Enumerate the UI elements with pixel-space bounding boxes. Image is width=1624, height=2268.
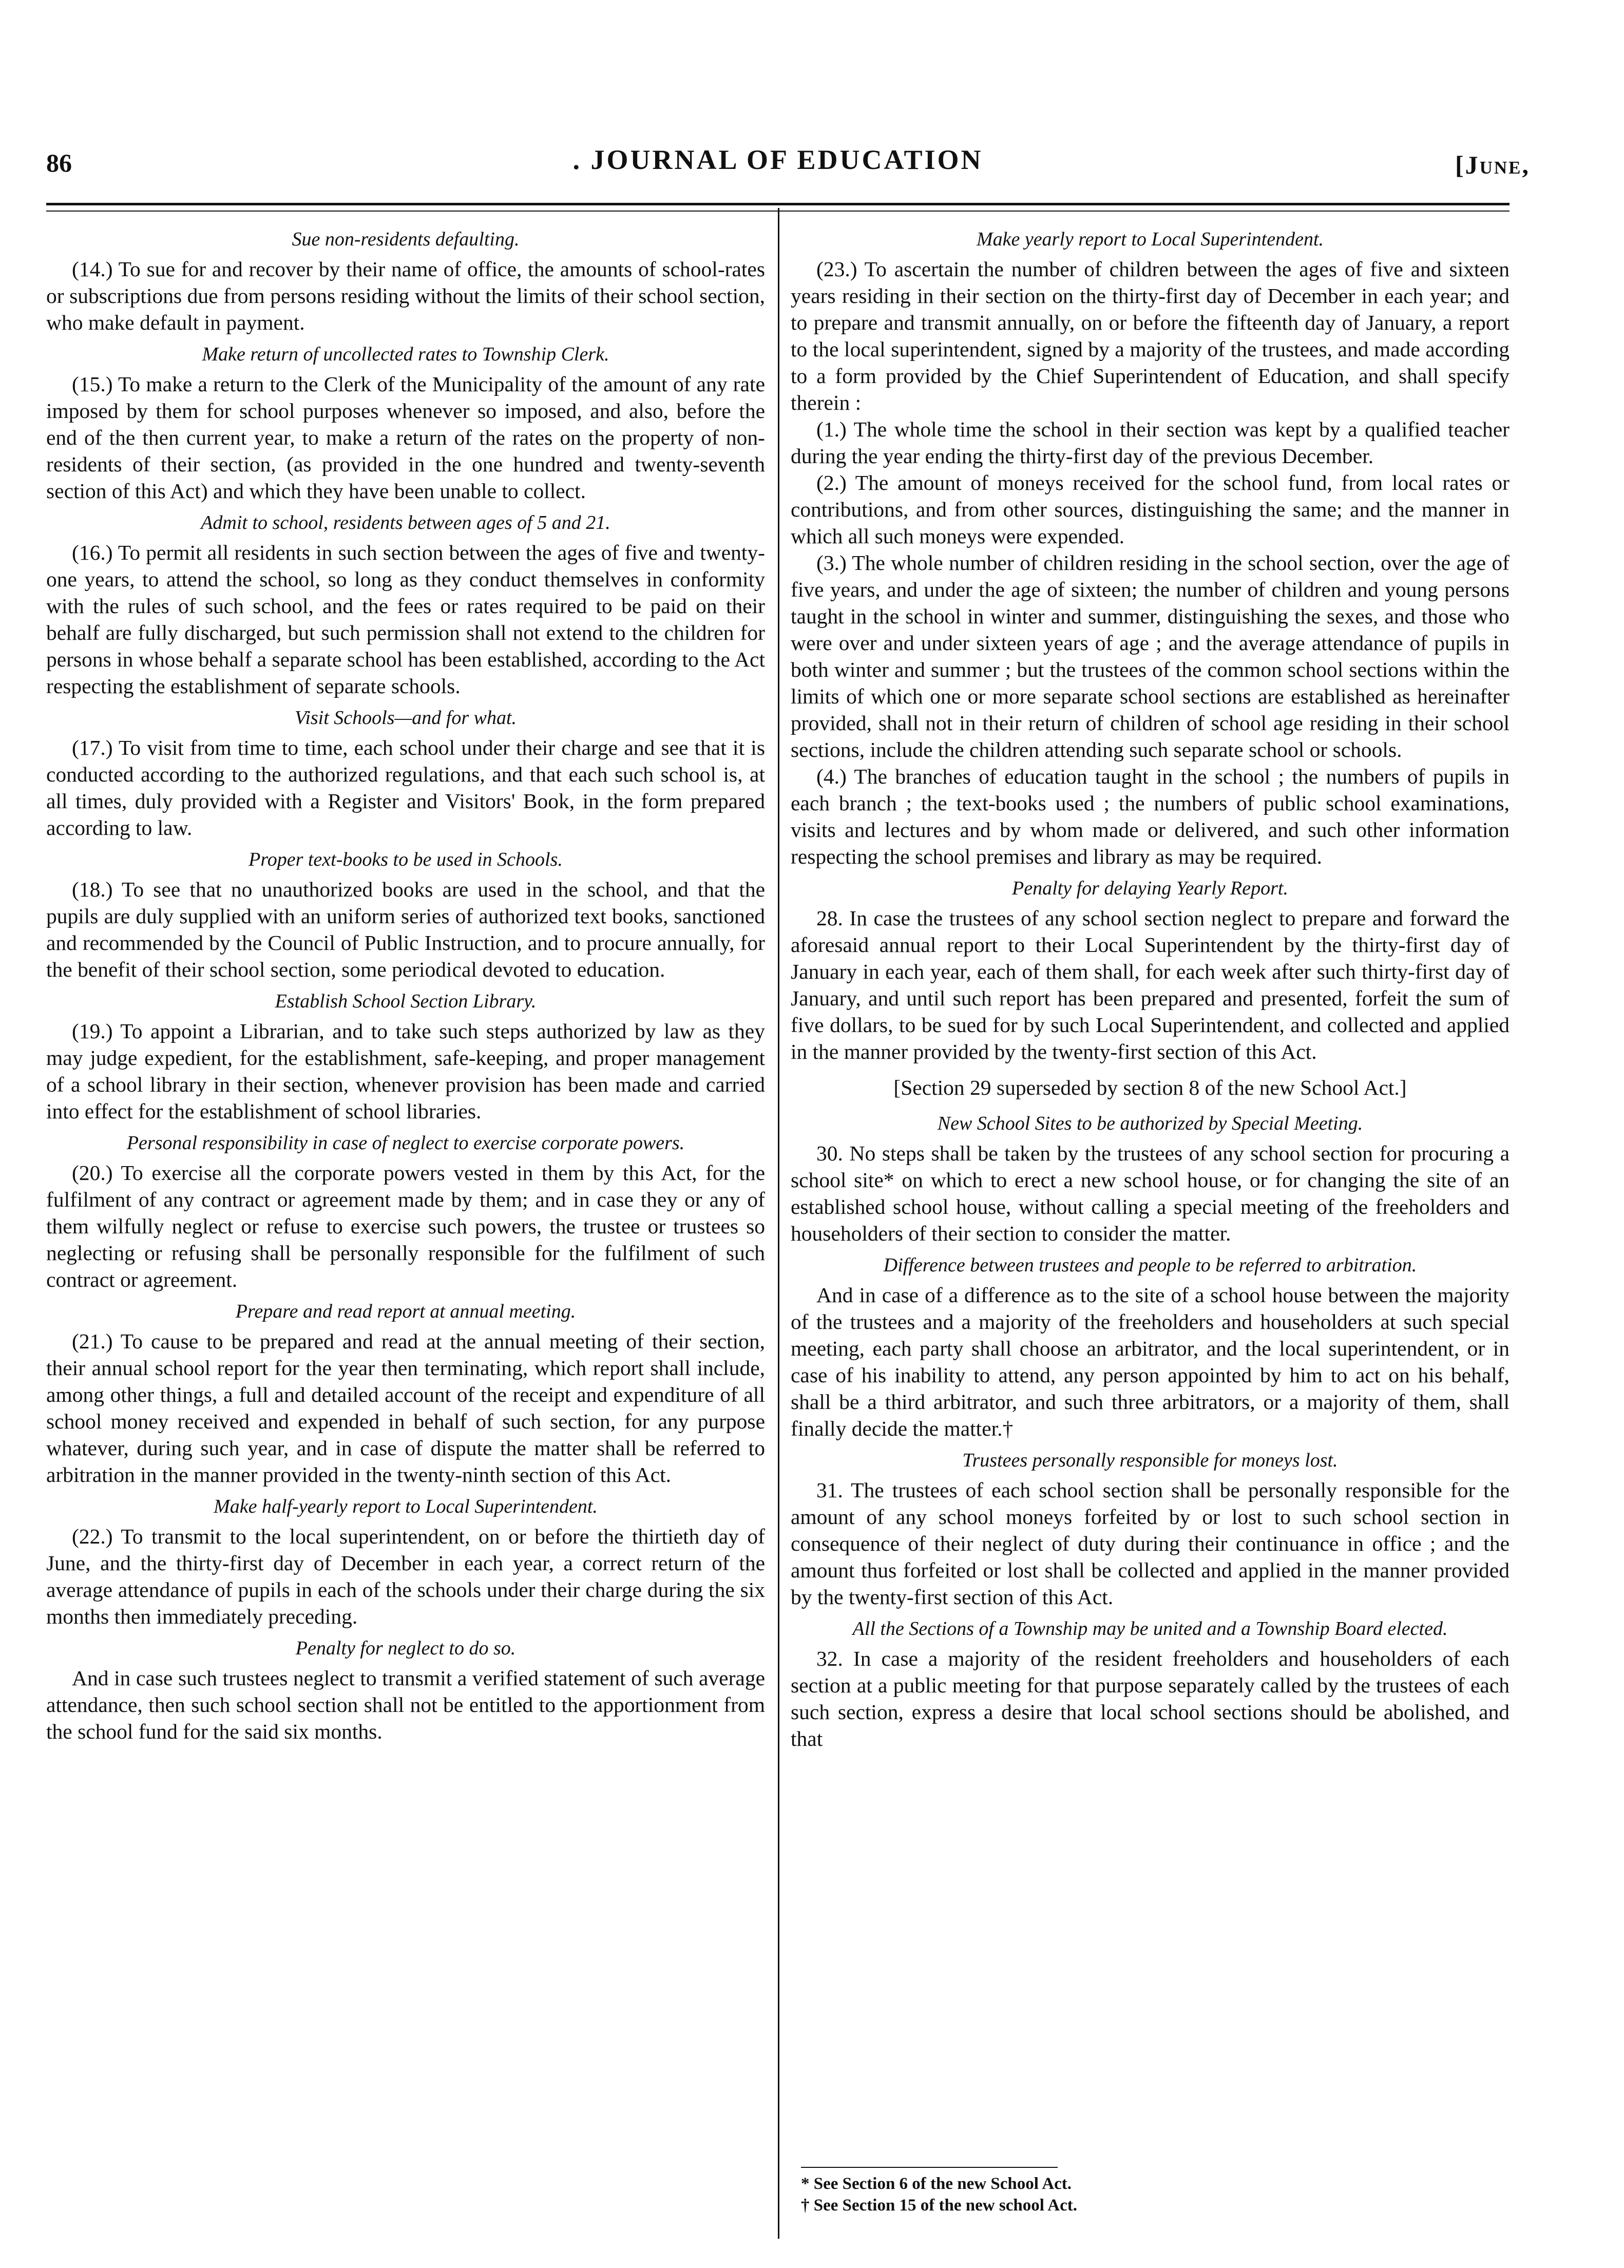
section-paragraph: 32. In case a majority of the resident freeholders and householders of each section at a public meeting for that purpose separately called by the trustees of each such section, express a desire that local school sections should be abolished, and that [791,1647,1510,1750]
section-heading: Penalty for delaying Yearly Report. [1012,878,1288,899]
section-heading: Penalty for neglect to do so. [295,1637,516,1659]
section-paragraph: 30. No steps shall be taken by the trustees of any school section for procuring a school site* on which to erect a new school house, or for changing the site of an established school house, without calling a special meeting of the freeholders and householders of their section to consider the matter. [791,1141,1510,1245]
section-heading: Sue non-residents defaulting. [292,228,520,250]
list-item-paragraph: (2.) The amount of moneys received for the school fund, from local rates or contributions, and from other sources, distinguishing the same; and the manner in which all such moneys were expended. [791,471,1510,548]
section-paragraph: (18.) To see that no unauthorized books are used in the school, and that the pupils are duly supplied with an uniform series of authorized text books, sanctioned and recommended by the Council of Public Instruction, and to procure annually, for the benefit of their school section, some periodical devoted to education. [46,878,765,981]
section-paragraph: 28. In case the trustees of any school section neglect to prepare and forward the aforesaid annual report to their Local Superintendent by the thirty-first day of January in each year, each of them shall, for each week after such thirty-first day of January, and until such report has been prepared and presented, forfeit the sum of five dollars, to be sued for by such Local Superintendent, and collected and applied in the manner provided by the twenty-first section of this Act. [791,906,1510,1063]
list-item-paragraph: (4.) The branches of education taught in the school ; the numbers of pupils in each branch ; the text-books used ; the numbers of public school examinations, visits and lectures and by whom made or delivered, and such other information respecting the school premises and library as may be required. [791,765,1510,868]
section-paragraph: (14.) To sue for and recover by their name of office, the amounts of school-rates or subscriptions due from persons residing without the limits of their school section, who make default in payment. [46,257,765,334]
section-heading: Admit to school, residents between ages of 5 and 21. [201,512,610,533]
footnote: * See Section 6 of the new School Act. [801,2175,1072,2193]
section-paragraph: (23.) To ascertain the number of children between the ages of five and sixteen years residing in their section on the thirty-first day of December in each year; and to prepare and transmit annually, on or before the fifteenth day of January, a report to the local superintendent, signed by a majority of the trustees, and made according to a form provided by the Chief Superintendent of Education, and shall specify therein : [791,257,1510,414]
page-number: 86 [46,148,72,177]
section-paragraph: And in case of a difference as to the site of a school house between the majority of the trustees and a majority of the freeholders and householders at such special meeting, each party shall choose an arbitrator, and the local superintendent, or in case of his inability to attend, any person appointed by him to act on his behalf, shall be a third arbitrator, and such three arbitrators, or a majority of them, shall finally decide the matter.† [791,1283,1510,1440]
section-paragraph: (17.) To visit from time to time, each school under their charge and see that it is conducted according to the authorized regulations, and that each such school is, at all times, duly provided with a Register and Visitors' Book, in the form prepared according to law. [46,736,765,840]
footnotes [801,2173,1510,2216]
section-paragraph: (15.) To make a return to the Clerk of the Municipality of the amount of any rate imposed by them for school purposes whenever so imposed, and also, before the end of the then current year, to make a return of the rates on the property of non-residents of their section, (as provided in the one hundred and twenty-seventh section of this Act) and which they have been unable to collect. [46,372,765,503]
footnote: † See Section 15 of the new school Act. [801,2196,1078,2215]
section-heading: Difference between trustees and people to be referred to arbitration. [883,1254,1417,1276]
running-head [46,144,1530,185]
section-heading: Proper text-books to be used in Schools. [249,849,563,870]
section-heading: Make half-yearly report to Local Superintendent. [214,1496,598,1517]
section-paragraph: And in case such trustees neglect to transmit a verified statement of such average attendance, then such school section shall not be entitled to the apportionment from the school fund for the said six months. [46,1666,765,1743]
list-item-paragraph: (3.) The whole number of children residing in the school section, over the age of five years, and under the age of sixteen; the number of children and young persons taught in the school in winter and summer, distinguishing the sexes, and those who were over and under sixteen years of age ; and the average attendance of pupils in both winter and summer ; but the trustees of the common school sections within the limits of which one or more separate school sections are established as hereinafter provided, shall not in their return of children of school age residing in their school sections, include the children attending such separate school or schools. [791,551,1510,761]
section-paragraph: (19.) To appoint a Librarian, and to take such steps authorized by law as they may judge expedient, for the establishment, safe-keeping, and proper management of a school library in their section, whenever provision has been made and carried into effect for the establishment of school libraries. [46,1019,765,1123]
section-heading: New School Sites to be authorized by Special Meeting. [937,1113,1363,1134]
month-label: [June, [1455,150,1530,179]
section-paragraph: (16.) To permit all residents in such section between the ages of five and twenty-one years, to attend the school, so long as they conduct themselves in conformity with the rules of such school, and the fees or rates required to be paid on their behalf are fully discharged, but such permission shall not extend to the children for persons in whose behalf a separate school has been established, according to the Act respecting the establishment of separate schools. [46,541,765,698]
right-column [791,221,1510,1752]
section-paragraph: (22.) To transmit to the local superintendent, on or before the thirtieth day of June, and the thirty-first day of December in each year, a correct return of the average attendance of pupils in each of the schools under their charge during the six months then immediately preceding. [46,1524,765,1628]
list-item-paragraph: (1.) The whole time the school in their section was kept by a qualified teacher during the year ending the thirty-first day of the previous December. [791,417,1510,468]
section-heading: Make return of uncollected rates to Township Clerk. [202,344,609,365]
section-heading: Establish School Section Library. [275,990,537,1012]
footnote-rule [801,2167,1058,2168]
header-rule [46,203,1510,205]
section-heading: Make yearly report to Local Superintendent. [976,228,1324,250]
section-heading: Visit Schools—and for what. [294,707,517,729]
section-heading: Trustees personally responsible for moneys lost. [962,1450,1338,1471]
section-paragraph: 31. The trustees of each school section shall be personally responsible for the amount of any school moneys forfeited by or lost to such school section in consequence of their neglect of duty during their continuance in office ; and the amount thus forfeited or lost shall be collected and applied in the manner provided by the twenty-first section of this Act. [791,1478,1510,1609]
column-divider [778,208,779,2239]
section-heading: All the Sections of a Township may be united and a Township Board elected. [852,1618,1448,1640]
section-note: [Section 29 superseded by section 8 of the new School Act.] [893,1076,1407,1099]
journal-title: . JOURNAL OF EDUCATION [572,144,983,175]
section-paragraph: (20.) To exercise all the corporate powers vested in them by this Act, for the fulfilment of any contract or agreement made by them; and in case they or any of them wilfully neglect or refuse to exercise such powers, the trustee or trustees so neglecting or refusing shall be personally responsible for the fulfilment of such contract or agreement. [46,1161,765,1291]
section-paragraph: (21.) To cause to be prepared and read at the annual meeting of their section, their annual school report for the year then terminating, which report shall include, among other things, a full and detailed account of the receipt and expenditure of all school money received and expended in behalf of such section, for any purpose whatever, during such year, and in case of dispute the matter shall be referred to arbitration in the manner provided in the twenty-ninth section of this Act. [46,1329,765,1486]
left-column [46,221,765,1745]
section-heading: Personal responsibility in case of neglect to exercise corporate powers. [126,1132,685,1154]
section-heading: Prepare and read report at annual meeting. [235,1301,576,1322]
